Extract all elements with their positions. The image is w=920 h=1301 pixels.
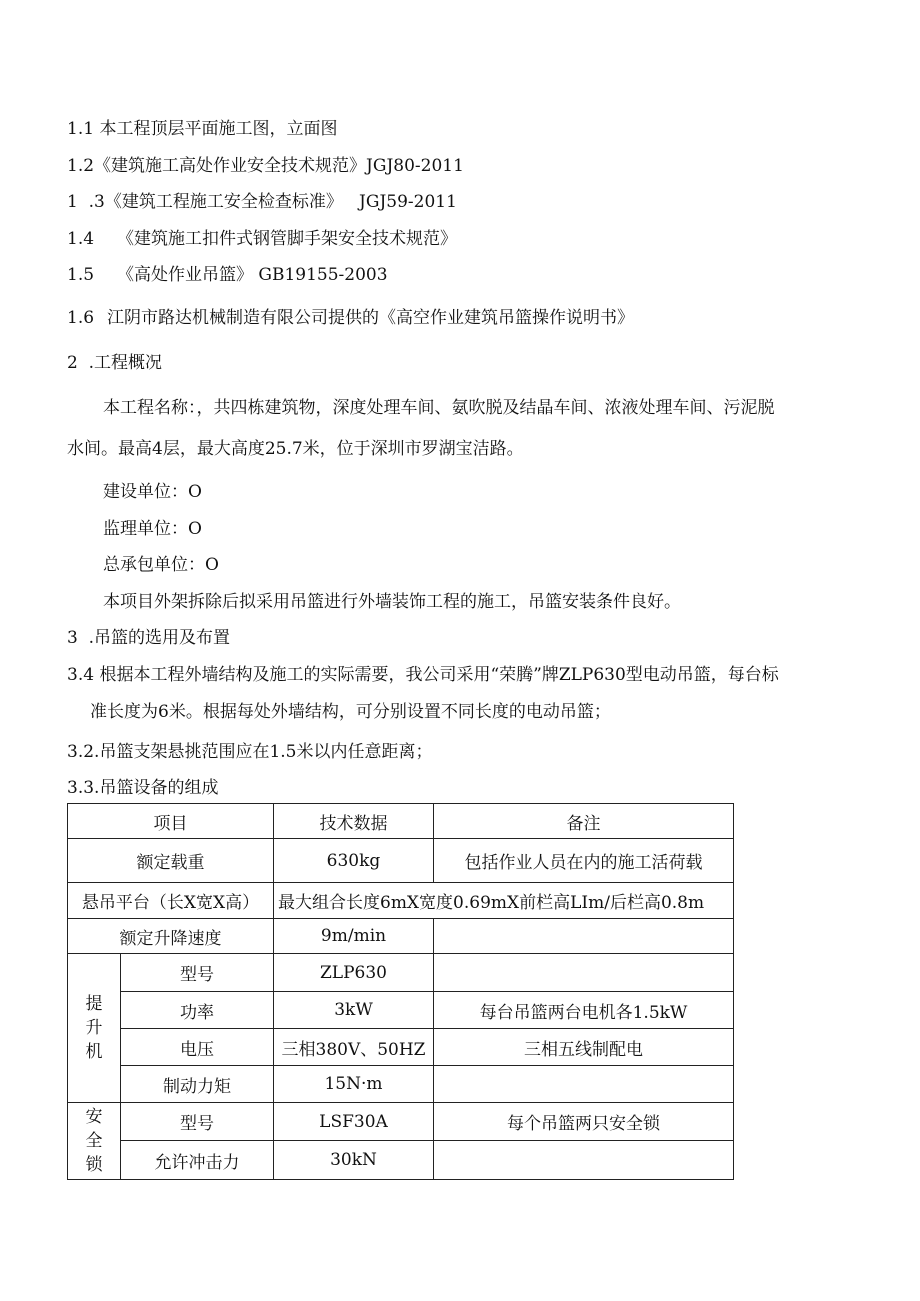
platform-label: 悬吊平台（长X宽X高） xyxy=(68,883,274,919)
reference-1-6 xyxy=(67,306,634,330)
basket-equipment-table xyxy=(67,803,734,1180)
reference-1-2 xyxy=(67,154,464,178)
reference-1-3 xyxy=(67,190,457,214)
lock-model-label: 型号 xyxy=(121,1103,274,1141)
lock-model-note: 每个吊篮两只安全锁 xyxy=(434,1103,734,1141)
reference-number: 1.1 xyxy=(67,119,95,139)
general-contractor-unit: 总承包单位：O xyxy=(103,555,219,575)
item-3-4-line2: 准长度为6米。根据每处外墙结构，可分别设置不同长度的电动吊篮； xyxy=(90,702,611,722)
hoist-brake-note xyxy=(434,1066,734,1103)
safety-lock-group-label xyxy=(68,1103,121,1180)
hoist-model-note xyxy=(434,954,734,992)
item-3-4-line1: 3.4 根据本工程外墙结构及施工的实际需要，我公司采用“荣腾”牌ZLP630型电动吊篮，每台标 xyxy=(67,665,779,685)
hoist-voltage-note: 三相五线制配电 xyxy=(434,1029,734,1066)
reference-number: 1.4 xyxy=(67,229,95,249)
table-row xyxy=(68,1066,734,1103)
reference-number: 1.5 xyxy=(67,265,95,285)
reference-text: 本工程顶层平面施工图，立面图 xyxy=(99,119,338,139)
hoist-power-note: 每台吊篮两台电机各1.5kW xyxy=(434,992,734,1029)
reference-text: 《建筑施工高处作业安全技术规范》JGJ80-2011 xyxy=(94,156,464,176)
speed-note xyxy=(434,919,734,954)
reference-text: 《建筑工程施工安全检查标准》 JGJ59-2011 xyxy=(104,192,457,212)
hoist-model-label: 型号 xyxy=(121,954,274,992)
item-3-3: 3.3.吊篮设备的组成 xyxy=(67,778,219,798)
header-data: 技术数据 xyxy=(274,804,434,839)
reference-text: 《高处作业吊篮》 GB19155-2003 xyxy=(117,265,388,285)
table-row xyxy=(68,1141,734,1180)
hoist-brake-value: 15N·m xyxy=(274,1066,434,1103)
speed-label: 额定升降速度 xyxy=(68,919,274,954)
table-row xyxy=(68,992,734,1029)
hoist-voltage-label: 电压 xyxy=(121,1029,274,1066)
reference-number: 1.6 xyxy=(67,308,95,328)
project-description-line1: 本工程名称：，共四栋建筑物，深度处理车间、氨吹脱及结晶车间、浓液处理车间、污泥脱 xyxy=(103,398,775,418)
section-2-heading: 2 .工程概况 xyxy=(67,353,163,373)
table-header-row xyxy=(68,804,734,839)
facade-plan-paragraph: 本项目外架拆除后拟采用吊篮进行外墙装饰工程的施工，吊篮安装条件良好。 xyxy=(103,592,681,612)
reference-number: 1.2 xyxy=(67,156,95,176)
rated-load-label: 额定载重 xyxy=(68,839,274,883)
lock-impact-note xyxy=(434,1141,734,1180)
supervisor-unit: 监理单位：O xyxy=(103,519,202,539)
speed-value: 9m/min xyxy=(274,919,434,954)
rated-load-note: 包括作业人员在内的施工活荷载 xyxy=(434,839,734,883)
lock-char: 全 xyxy=(85,1131,103,1151)
hoist-model-value: ZLP630 xyxy=(274,954,434,992)
header-note: 备注 xyxy=(434,804,734,839)
lock-impact-label: 允许冲击力 xyxy=(121,1141,274,1180)
reference-text: 《建筑施工扣件式钢管脚手架安全技术规范》 xyxy=(117,229,457,249)
hoist-char: 升 xyxy=(85,1018,103,1038)
hoist-brake-label: 制动力矩 xyxy=(121,1066,274,1103)
hoist-char: 机 xyxy=(85,1042,103,1062)
section-3-heading: 3 .吊篮的选用及布置 xyxy=(67,628,231,648)
table-row xyxy=(68,954,734,992)
lock-model-value: LSF30A xyxy=(274,1103,434,1141)
reference-1-1 xyxy=(67,117,337,141)
table-row xyxy=(68,839,734,883)
reference-text: 江阴市路达机械制造有限公司提供的《高空作业建筑吊篮操作说明书》 xyxy=(107,308,634,328)
table-row xyxy=(68,1103,734,1141)
project-description-line2: 水间。最高4层，最大高度25.7米，位于深圳市罗湖宝洁路。 xyxy=(67,439,524,459)
lock-char: 安 xyxy=(85,1107,103,1127)
table-row xyxy=(68,1029,734,1066)
hoist-char: 提 xyxy=(85,994,103,1014)
table-row xyxy=(68,919,734,954)
builder-unit: 建设单位：O xyxy=(103,482,202,502)
table-row xyxy=(68,883,734,919)
rated-load-value: 630kg xyxy=(274,839,434,883)
hoist-voltage-value: 三相380V、50HZ xyxy=(274,1029,434,1066)
reference-1-5 xyxy=(67,263,388,287)
reference-1-4 xyxy=(67,227,457,251)
platform-value: 最大组合长度6mX宽度0.69mX前栏高LIm/后栏高0.8m xyxy=(274,883,734,919)
hoist-group-label xyxy=(68,954,121,1103)
lock-char: 锁 xyxy=(85,1155,103,1175)
item-3-2: 3.2.吊篮支架悬挑范围应在1.5米以内任意距离； xyxy=(67,742,433,762)
hoist-power-value: 3kW xyxy=(274,992,434,1029)
header-item: 项目 xyxy=(68,804,274,839)
reference-number: 1 .3 xyxy=(67,192,105,212)
lock-impact-value: 30kN xyxy=(274,1141,434,1180)
hoist-power-label: 功率 xyxy=(121,992,274,1029)
